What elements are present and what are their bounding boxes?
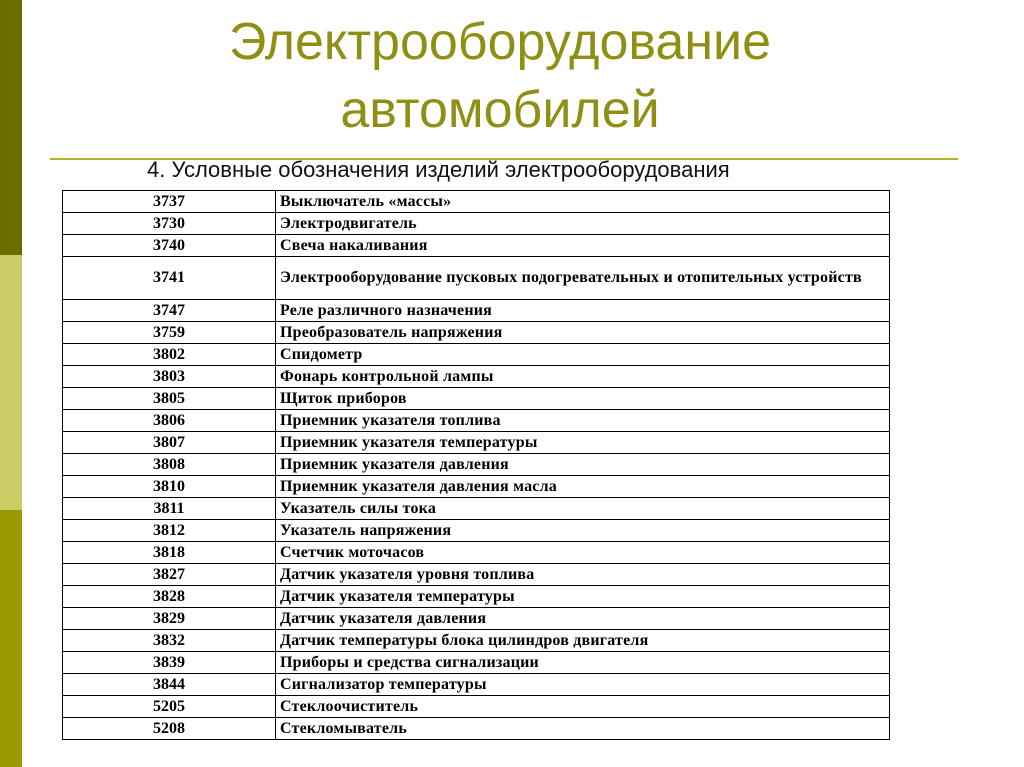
table-row [63,454,890,476]
name-cell: Фонарь контрольной лампы [276,366,890,388]
code-cell: 5208 [63,718,276,740]
table-row [63,586,890,608]
name-cell: Стекломыватель [276,718,890,740]
table-row [63,542,890,564]
side-bar-middle [0,255,22,510]
code-cell: 3759 [63,322,276,344]
table-row [63,520,890,542]
table-row [63,344,890,366]
code-cell: 3747 [63,300,276,322]
name-cell: Указатель силы тока [276,498,890,520]
code-cell: 3741 [63,257,276,300]
page-title [150,8,850,144]
table-row [63,410,890,432]
table-row [63,476,890,498]
title-line-2: автомобилей [340,81,660,139]
code-cell: 3808 [63,454,276,476]
section-subtitle: 4. Условные обозначения изделий электрооборудования [147,157,730,182]
table-row [63,235,890,257]
name-cell: Приемник указателя давления [276,454,890,476]
code-cell: 3812 [63,520,276,542]
name-cell: Приборы и средства сигнализации [276,652,890,674]
name-cell: Сигнализатор температуры [276,674,890,696]
designations-table [62,190,890,740]
table-row [63,498,890,520]
table-row [63,630,890,652]
name-cell: Указатель напряжения [276,520,890,542]
table-row [63,608,890,630]
name-cell: Электрооборудование пусковых подогревательных и отопительных устройств [276,257,890,300]
name-cell: Стеклоочиститель [276,696,890,718]
name-cell: Щиток приборов [276,388,890,410]
code-cell: 3807 [63,432,276,454]
name-cell: Реле различного назначения [276,300,890,322]
table-row [63,388,890,410]
title-line-1: Электрооборудование [228,13,772,71]
code-cell: 3803 [63,366,276,388]
name-cell: Преобразователь напряжения [276,322,890,344]
code-cell: 3730 [63,213,276,235]
code-cell: 3811 [63,498,276,520]
name-cell: Электродвигатель [276,213,890,235]
table-row [63,696,890,718]
table-row [63,432,890,454]
name-cell: Датчик указателя уровня топлива [276,564,890,586]
code-cell: 5205 [63,696,276,718]
code-cell: 3810 [63,476,276,498]
name-cell: Спидометр [276,344,890,366]
table-row [63,257,890,300]
name-cell: Приемник указателя давления масла [276,476,890,498]
table-row [63,674,890,696]
name-cell: Приемник указателя топлива [276,410,890,432]
name-cell: Свеча накаливания [276,235,890,257]
side-bar-bottom [0,510,22,767]
code-cell: 3740 [63,235,276,257]
table-row [63,322,890,344]
code-cell: 3844 [63,674,276,696]
name-cell: Датчик указателя температуры [276,586,890,608]
table-row [63,718,890,740]
code-cell: 3802 [63,344,276,366]
name-cell: Датчик указателя давления [276,608,890,630]
table-row [63,213,890,235]
name-cell: Датчик температуры блока цилиндров двигателя [276,630,890,652]
code-cell: 3827 [63,564,276,586]
table-row [63,300,890,322]
name-cell: Счетчик моточасов [276,542,890,564]
code-cell: 3805 [63,388,276,410]
code-cell: 3806 [63,410,276,432]
name-cell: Приемник указателя температуры [276,432,890,454]
code-cell: 3828 [63,586,276,608]
side-bar-top [0,0,22,255]
table-row [63,191,890,213]
table-row [63,652,890,674]
name-cell: Выключатель «массы» [276,191,890,213]
designations-table-wrapper [62,190,890,740]
code-cell: 3832 [63,630,276,652]
code-cell: 3839 [63,652,276,674]
table-row [63,564,890,586]
code-cell: 3818 [63,542,276,564]
code-cell: 3829 [63,608,276,630]
table-row [63,366,890,388]
code-cell: 3737 [63,191,276,213]
